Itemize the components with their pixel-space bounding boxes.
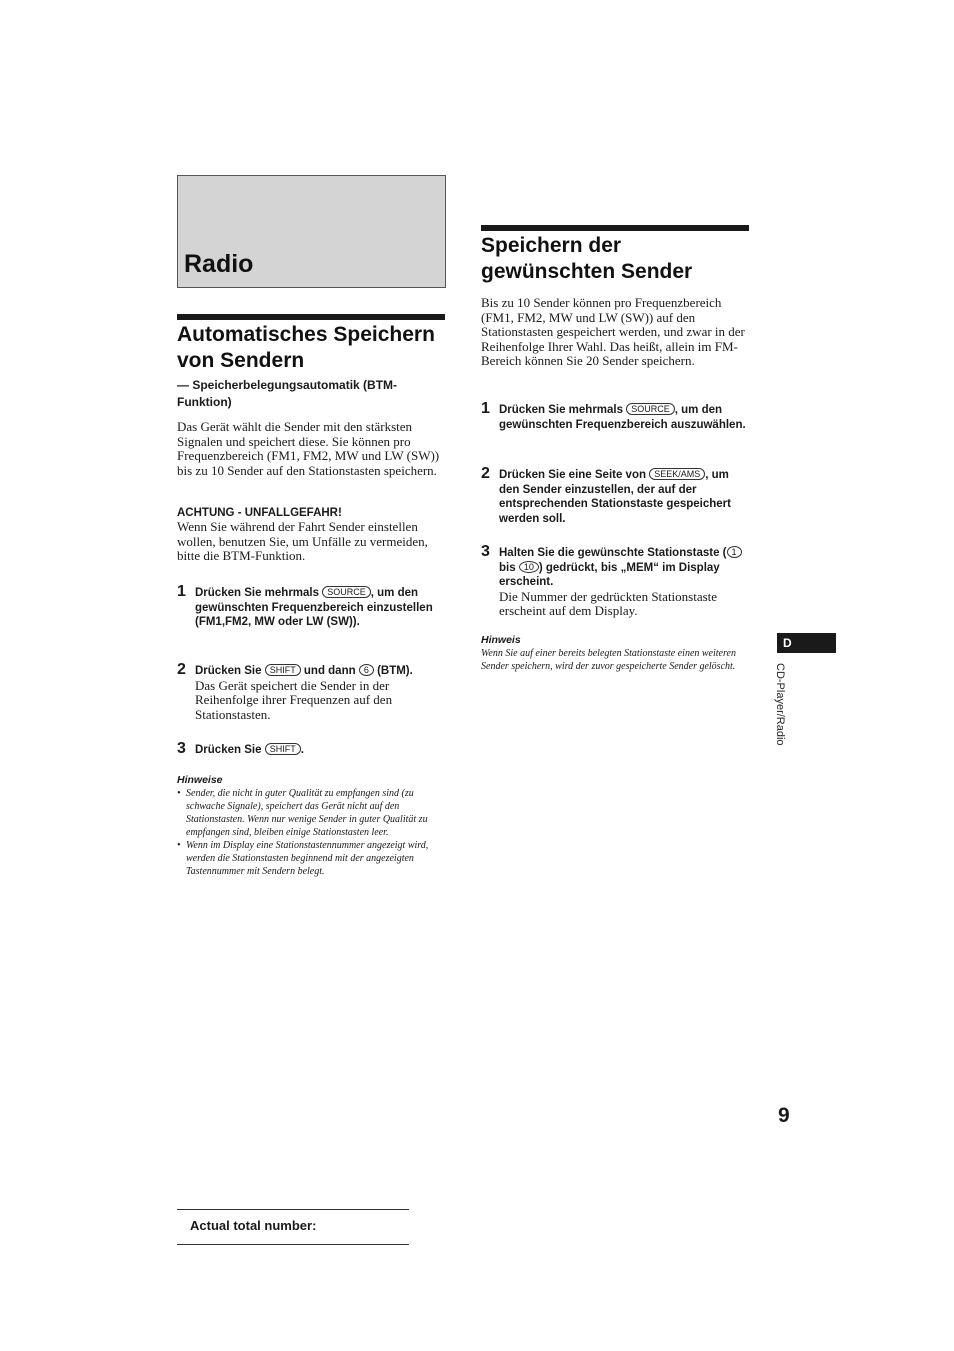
- section-title-box: [177, 175, 446, 288]
- right-note-block: [481, 634, 747, 673]
- step-text-post: , um den gewünschten Frequenzbereich einzustellen (FM1,FM2, MW oder LW (SW)).: [195, 587, 433, 628]
- warning-title: ACHTUNG - UNFALLGEFAHR!: [177, 507, 342, 519]
- step-instruction: [499, 468, 749, 526]
- footer-label: Actual total number:: [190, 1218, 317, 1233]
- chapter-label: CD-Player/Radio: [774, 663, 786, 746]
- step-text-pre: Drücken Sie eine Seite von: [499, 469, 647, 481]
- shift-key: SHIFT: [265, 743, 301, 755]
- left-step-2: [177, 661, 445, 722]
- left-subheading-block: [177, 377, 427, 411]
- step-number: 3: [177, 740, 186, 757]
- step-instruction: [499, 546, 749, 590]
- step-instruction: [195, 586, 445, 630]
- step-number: 1: [177, 583, 186, 600]
- note-text: Wenn Sie auf einer bereits belegten Stationstaste einen weiteren Sender speichern, wird der zuvor gespeicherte Sender gelöscht.: [481, 648, 736, 672]
- notes-list: [177, 787, 443, 878]
- step-text-mid: und dann: [303, 665, 356, 677]
- language-tab: D: [777, 633, 836, 653]
- step-text-pre: Drücken Sie: [195, 744, 262, 756]
- step-text-pre: Drücken Sie: [195, 665, 262, 677]
- step-text-post: .: [300, 744, 304, 756]
- source-key: SOURCE: [322, 586, 371, 598]
- left-heading-rule: [177, 314, 445, 320]
- step-result: Die Nummer der gedrückten Stationstaste erscheint auf dem Display.: [499, 588, 718, 619]
- step-result: Das Gerät speichert die Sender in der Reihenfolge ihrer Frequenzen auf den Stationstasten.: [195, 677, 393, 722]
- left-subheading: — Speicherbelegungsautomatik (BTM-Funktion): [177, 378, 398, 409]
- warning-text: Wenn Sie während der Fahrt Sender einstellen wollen, benutzen Sie, um Unfälle zu vermeiden, bitte die BTM-Funktion.: [177, 519, 428, 564]
- right-heading-rule: [481, 225, 749, 231]
- step-instruction: [195, 743, 445, 758]
- step-text-post: , um den gewünschten Frequenzbereich auszuwählen.: [499, 404, 746, 431]
- right-intro-block: [481, 296, 749, 369]
- step-text-mid: bis: [499, 561, 516, 574]
- step-text-pre: Drücken Sie mehrmals: [195, 587, 320, 599]
- right-step-3: [481, 543, 749, 619]
- footer-box: [177, 1209, 409, 1245]
- right-heading: Speichern der gewünschten Sender: [481, 234, 693, 283]
- seek-ams-key: SEEK/AMS: [649, 468, 705, 480]
- note-title: Hinweis: [481, 634, 521, 646]
- note-item: • Sender, die nicht in guter Qualität zu empfangen sind (zu schwache Signale), speichert das Gerät nicht auf den Stationstasten. Wenn nur wenige Sender in guter Qualität zu empfangen sind, bleiben einige Stationstasten leer.: [177, 787, 443, 839]
- step-instruction: [499, 403, 749, 432]
- left-step-3: [177, 740, 445, 758]
- step-text-pre: Drücken Sie mehrmals: [499, 404, 624, 416]
- right-heading-block: [481, 233, 749, 285]
- left-heading: Automatisches Speichern von Sendern: [177, 323, 435, 372]
- notes-title: Hinweise: [177, 774, 223, 786]
- warning-block: [177, 506, 445, 564]
- preset-6-key: 6: [359, 664, 374, 676]
- preset-10-key: 10: [519, 561, 539, 573]
- step-text-post: , um den Sender einzustellen, der auf der entsprechenden Stationstaste gespeichert werden soll.: [499, 469, 731, 525]
- step-number: 2: [177, 661, 186, 678]
- preset-1-key: 1: [727, 546, 742, 558]
- note-item: • Wenn im Display eine Stationstastennummer angezeigt wird, werden die Stationstasten beginnend mit der angezeigten Tastennummer mit Sendern belegt.: [177, 839, 443, 878]
- left-intro-block: [177, 420, 445, 478]
- step-number: 2: [481, 465, 490, 482]
- step-text-pre: Halten Sie die gewünschte Stationstaste (: [499, 547, 727, 559]
- right-step-2: [481, 465, 749, 526]
- step-number: 1: [481, 400, 490, 417]
- source-key: SOURCE: [626, 403, 675, 415]
- page-number: 9: [778, 1104, 790, 1127]
- shift-key: SHIFT: [265, 664, 301, 676]
- step-text-post: (BTM).: [377, 665, 413, 677]
- left-step-1: [177, 583, 445, 630]
- step-number: 3: [481, 543, 490, 560]
- right-intro: Bis zu 10 Sender können pro Frequenzbereich (FM1, FM2, MW und LW (SW)) auf den Stationstasten gespeichert werden, und zwar in der Reihenfolge Ihrer Wahl. Das heißt, allein im FM-Bereich können Sie 20 Sender speichern.: [481, 295, 745, 369]
- step-instruction: [195, 664, 445, 679]
- left-intro: Das Gerät wählt die Sender mit den stärksten Signalen und speichert diese. Sie können pro Frequenzbereich (FM1, FM2, MW und LW (SW)) bis zu 10 Sender auf den Stationstasten speichern.: [177, 419, 440, 478]
- left-notes-block: [177, 774, 443, 878]
- step-text-post: ) gedrückt, bis „MEM“ im Display erscheint.: [499, 561, 720, 588]
- left-heading-block: [177, 322, 445, 374]
- right-step-1: [481, 400, 749, 432]
- section-title: Radio: [184, 250, 254, 278]
